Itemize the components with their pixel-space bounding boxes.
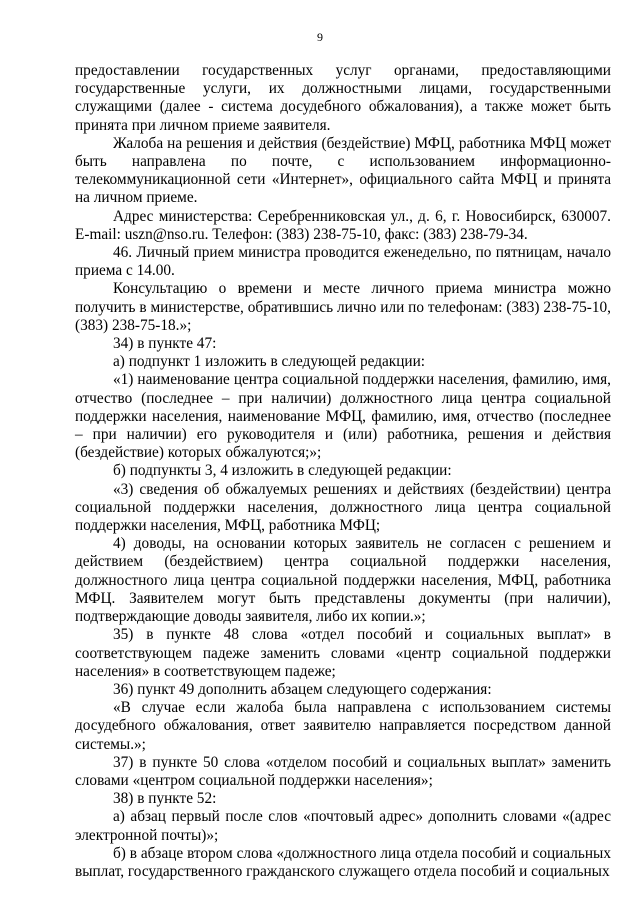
paragraph-17: а) абзац первый после слов «почтовый адрес» дополнить словами «(адрес электронной почты)»; — [75, 808, 611, 844]
paragraph-18: б) в абзаце втором слова «должностного лица отдела пособий и социальных выплат, государственного гражданского служащего отдела пособий и социальных — [75, 844, 611, 880]
paragraph-16: 38) в пункте 52: — [113, 790, 217, 808]
paragraph-15: 37) в пункте 50 слова «отделом пособий и социальных выплат» заменить словами «центром социальной поддержки населения»; — [75, 753, 611, 789]
paragraph-13: 36) пункт 49 дополнить абзацем следующего содержания: — [113, 680, 492, 698]
paragraph-1: предоставлении государственных услуг органами, предоставляющими государственные услуги, их должностными лицами, государственными служащими (далее - система досудебного обжалования), а также может быть принята при личном приеме заявителя. — [75, 62, 611, 134]
paragraph-12: 35) в пункте 48 слова «отдел пособий и социальных выплат» в соответствующем падеже заменить словами «центр социальной поддержки населения» в соответствующем падеже; — [75, 626, 611, 680]
paragraph-10: «3) сведения об обжалуемых решениях и действиях (бездействии) центра социальной поддержки населения, должностного лица центра социальной поддержки населения, МФЦ, работника МФЦ; — [75, 480, 611, 535]
paragraph-8: «1) наименование центра социальной поддержки населения, фамилию, имя, отчество (последнее – при наличии) должностного лица центра социальной поддержки населения, наименование МФЦ, фамилию, имя, отчество (последнее – при наличии) его руководителя и (или) работника, решения и действия (бездействие) которых обжалуются;»; — [75, 371, 611, 462]
page-number: 9 — [317, 30, 323, 44]
paragraph-6: 34) в пункте 47: — [113, 335, 217, 353]
paragraph-5: Консультацию о времени и месте личного приема министра можно получить в министерстве, обратившись лично или по телефонам: (383) 238-75-10, (383) 238-75-18.»; — [75, 280, 611, 334]
paragraph-11: 4) доводы, на основании которых заявитель не согласен с решением и действием (бездействием) центра социальной поддержки населения, должностного лица центра социальной поддержки населения, МФЦ, работника МФЦ. Заявителем могут быть представлены документы (при наличии), подтверждающие доводы заявителя, либо их копии.»; — [75, 535, 611, 626]
paragraph-9: б) подпункты 3, 4 изложить в следующей редакции: — [113, 462, 452, 480]
paragraph-3: Адрес министерства: Серебренниковская ул., д. 6, г. Новосибирск, 630007. E-mail: uszn@nso.ru. Телефон: (383) 238-75-10, факс: (383) 238-79-34. — [75, 207, 611, 243]
paragraph-4: 46. Личный прием министра проводится еженедельно, по пятницам, начало приема с 14.00. — [75, 244, 611, 280]
paragraph-2: Жалоба на решения и действия (бездействие) МФЦ, работника МФЦ может быть направлена по почте, с использованием информационно-телекоммуникационной сети «Интернет», официального сайта МФЦ и принята на личном приеме. — [75, 134, 611, 207]
paragraph-14: «В случае если жалоба была направлена с использованием системы досудебного обжалования, ответ заявителю направляется посредством данной системы.»; — [75, 699, 611, 753]
document-body — [75, 62, 611, 881]
paragraph-7: а) подпункт 1 изложить в следующей редакции: — [113, 353, 426, 371]
